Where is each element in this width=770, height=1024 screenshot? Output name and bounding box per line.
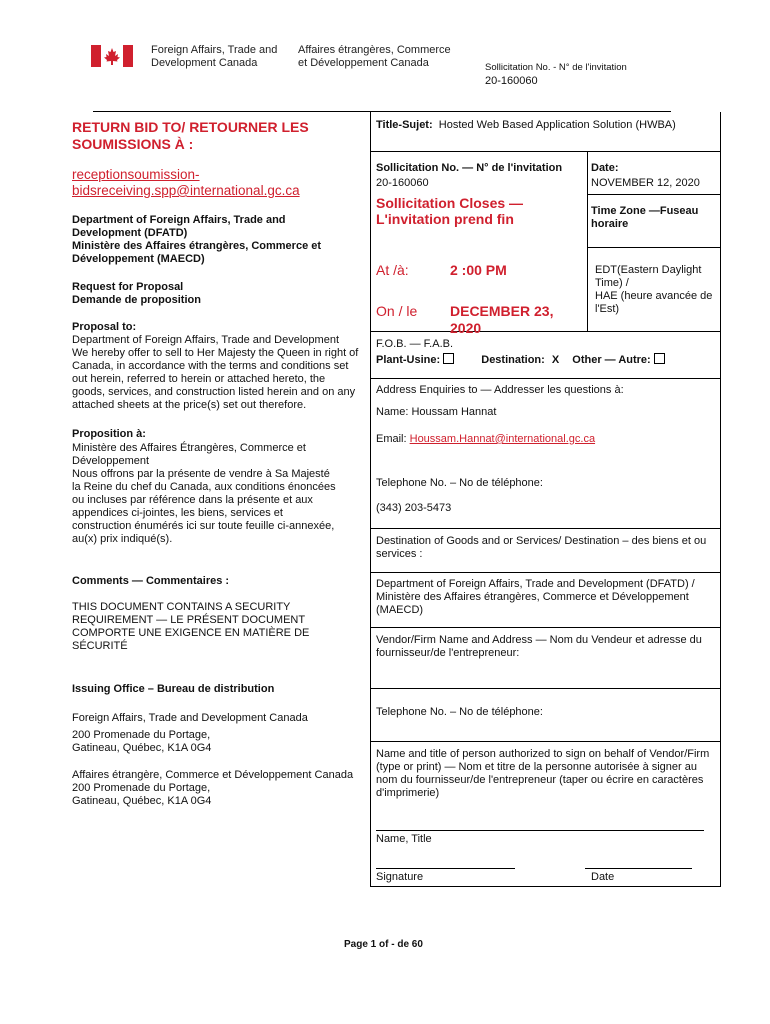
issuing-office-address: 200 Promenade du Portage, Gatineau, Québec, K1A 0G4 <box>72 729 212 754</box>
divider-timezone <box>587 247 721 248</box>
fob-label: F.O.B. — F.A.B. <box>376 338 454 350</box>
divider-vendor <box>370 688 721 689</box>
signature-line[interactable] <box>376 868 515 869</box>
destination-department: Department of Foreign Affairs, Trade and Development (DFATD) / Ministère des Affaires étrangères, Commerce et Développement (MAECD) <box>376 578 695 616</box>
email-label: Email: <box>376 433 407 445</box>
date-signature-label: Date <box>591 871 615 883</box>
contact-email-link[interactable]: Houssam.Hannat@international.gc.ca <box>409 433 596 445</box>
name-title-line[interactable] <box>376 830 704 831</box>
on-value: DECEMBER 23, 2020 <box>450 303 554 336</box>
return-email-line1[interactable]: receptionsoumission- <box>72 167 200 182</box>
issuing-office-fr: Affaires étrangère, Commerce et Développement Canada 200 Promenade du Portage, Gatineau, Québec, K1A 0G4 <box>72 769 354 807</box>
comments-label: Comments — Commentaires : <box>72 575 230 587</box>
proposal-to-text: Department of Foreign Affairs, Trade and Development We hereby offer to sell to Her Majesty the Queen in right of Canada, in accordance with the terms and conditions set out herein, referred to herein or attached hereto, the goods, services, and construction listed herein and on any attached sheets at the price(s) set out therefore. <box>72 334 359 411</box>
canada-flag-logo <box>91 45 133 67</box>
date-signature-line[interactable] <box>585 868 692 869</box>
divider-date-column <box>587 151 588 331</box>
right-column-right-border <box>720 112 721 887</box>
department-name-fr: Affaires étrangères, Commerce et Développement Canada <box>298 44 451 69</box>
delivery-row <box>376 353 665 366</box>
solicitation-closes: Sollicitation Closes — L'invitation prend fin <box>376 195 524 227</box>
timezone-value: EDT(Eastern Daylight Time) / HAE (heure avancée de l'Est) <box>595 264 713 315</box>
return-bid-title: RETURN BID TO/ RETOURNER LES SOUMISSIONS À : <box>72 119 309 152</box>
right-column-bottom-border <box>370 886 721 887</box>
divider-telephone <box>370 741 721 742</box>
date-value: NOVEMBER 12, 2020 <box>591 177 700 189</box>
title-label: Title-Sujet: <box>376 119 433 131</box>
at-value: 2 :00 PM <box>450 262 507 278</box>
authorized-signer-label: Name and title of person authorized to sign on behalf of Vendor/Firm (type or print) — Nom et titre de la personne autorisée à signer au nom du fournisseur/de l'entrepreneur (taper ou écrire en caractères d'imprimerie) <box>376 748 710 799</box>
header-divider <box>93 111 671 112</box>
solicitation-label-header: Sollicitation No. - N° de l'invitation <box>485 62 627 73</box>
destination-label: Destination: <box>481 354 545 366</box>
solicitation-number-header: 20-160060 <box>485 75 538 87</box>
proposal-to-label: Proposal to: <box>72 321 137 333</box>
telephone-label: Telephone No. – No de téléphone: <box>376 477 543 489</box>
divider-title <box>370 151 721 152</box>
divider-destination <box>370 572 721 573</box>
timezone-label: Time Zone —Fuseau horaire <box>591 205 699 230</box>
contact-name: Name: Houssam Hannat <box>376 406 497 418</box>
date-label: Date: <box>591 162 619 174</box>
issuing-office-en: Foreign Affairs, Trade and Development Canada <box>72 712 308 724</box>
vendor-telephone-label: Telephone No. – No de téléphone: <box>376 706 543 718</box>
plant-label: Plant-Usine: <box>376 354 441 366</box>
destination-goods: Destination of Goods and or Services/ Destination – des biens et ou services : <box>376 535 707 560</box>
name-title-label: Name, Title <box>376 833 432 845</box>
title-row <box>376 119 676 131</box>
department-name-en: Foreign Affairs, Trade and Development Canada <box>151 44 278 69</box>
return-email-line2[interactable]: bidsreceiving.spp@international.gc.ca <box>72 183 300 198</box>
page-number: Page 1 of - de 60 <box>344 939 423 950</box>
divider-fob <box>370 378 721 379</box>
other-checkbox[interactable] <box>654 353 665 364</box>
right-column-left-border <box>370 112 371 887</box>
on-label: On / le <box>376 303 418 319</box>
other-label: Other — Autre: <box>572 354 651 366</box>
destination-mark[interactable]: X <box>551 354 560 366</box>
comments-text: THIS DOCUMENT CONTAINS A SECURITY REQUIREMENT — LE PRÉSENT DOCUMENT COMPORTE UNE EXIGENCE EN MATIÈRE DE SÉCURITÉ <box>72 601 310 652</box>
divider-date <box>587 194 721 195</box>
plant-checkbox[interactable] <box>443 353 454 364</box>
proposition-text: Ministère des Affaires Étrangères, Commerce et Développement Nous offrons par la présente de vendre à Sa Majesté la Reine du chef du Canada, aux conditions énoncées ou incluses par référence dans la présente et aux appendices ci-jointes, les biens, services et construction énumérés ici sur toute feuille ci-annexée, au(x) prix indiqué(s). <box>72 442 336 545</box>
department-block: Department of Foreign Affairs, Trade and Development (DFATD) Ministère des Affaires étrangères, Commerce et Développement (MAECD) <box>72 214 322 265</box>
proposition-label: Proposition à: <box>72 428 146 440</box>
divider-dest-dept <box>370 627 721 628</box>
title-value: Hosted Web Based Application Solution (HWBA) <box>438 119 676 131</box>
contact-email-row <box>376 433 595 445</box>
address-enquiries: Address Enquiries to — Addresser les questions à: <box>376 384 624 396</box>
telephone-value: (343) 203-5473 <box>376 502 452 514</box>
request-for-proposal: Request for Proposal Demande de proposition <box>72 281 201 306</box>
signature-label: Signature <box>376 871 424 883</box>
solicitation-label: Sollicitation No. — N° de l'invitation <box>376 162 563 174</box>
issuing-office-label: Issuing Office – Bureau de distribution <box>72 683 275 695</box>
divider-contact <box>370 528 721 529</box>
vendor-firm-label: Vendor/Firm Name and Address — Nom du Vendeur et adresse du fournisseur/de l'entrepreneur: <box>376 634 702 659</box>
at-label: At /à: <box>376 262 409 278</box>
solicitation-value: 20-160060 <box>376 177 429 189</box>
